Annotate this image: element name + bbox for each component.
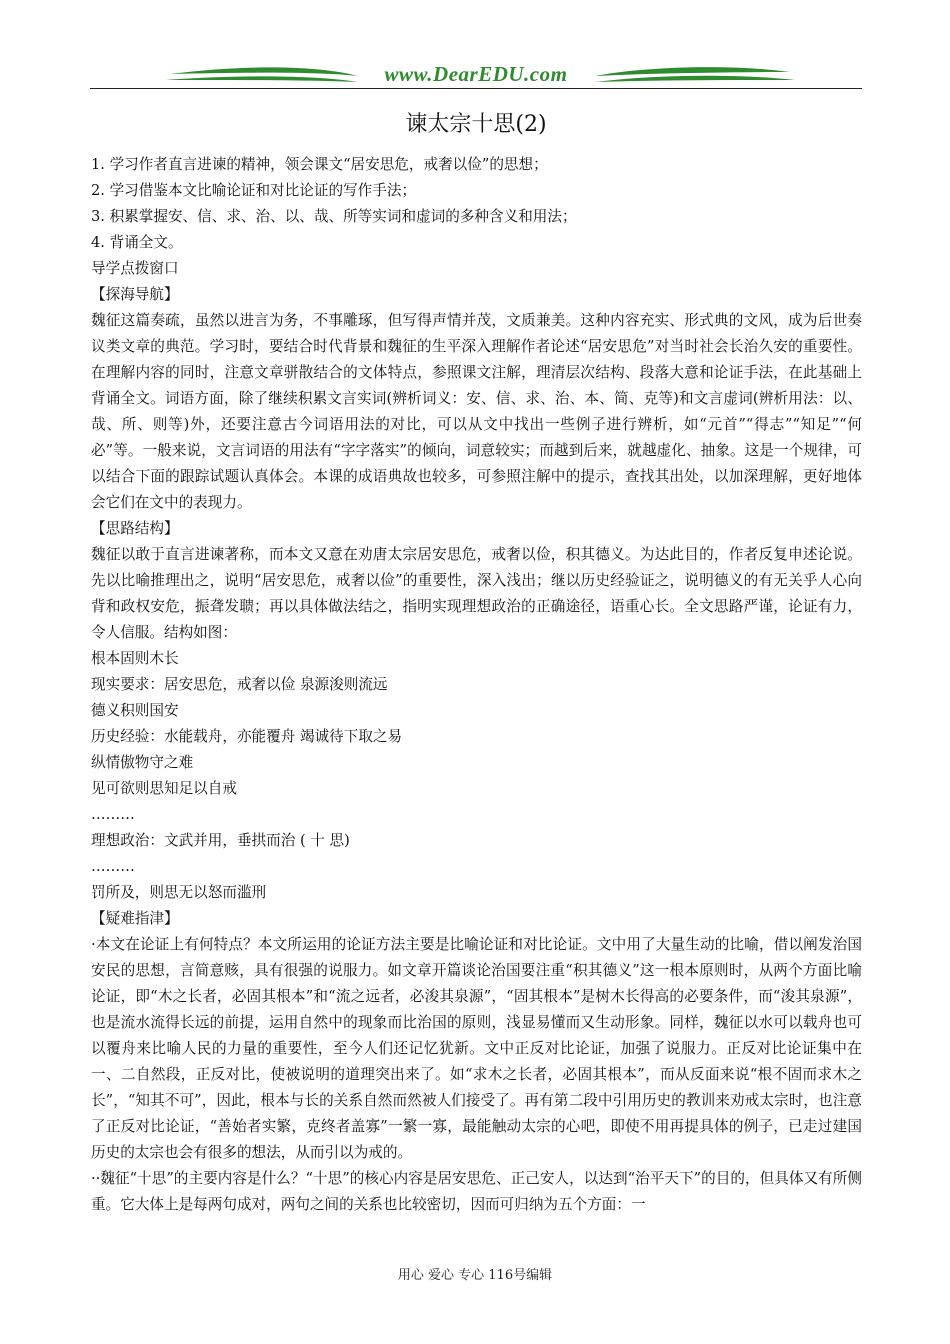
document-title: 谏太宗十思(2) (405, 112, 547, 137)
section-text-yinan-1: ·本文在论证上有何特点？本文所运用的论证方法主要是比喻论证和对比论证。文中用了大量生动的比喻，借以阐发治国安民的思想，言简意赅，具有很强的说服力。如文章开篇谈论治国要注重“积其德义”这一根本原则时，从两个方面比喻论证，即“木之长者，必固其根本”和“流之远者，必浚其泉源”，“固其根本”是树木长得高的必要条件，而“浚其泉源”，也是流水流得长远的前提，运用自然中的现象而比治国的原则，浅显易懂而又生动形象。同样，魏征以水可以载舟也可以覆舟来比喻人民的力量的重要性，至今人们还记忆犹新。文中正反对比论证，加强了说服力。正反对比论证集中在一、二自然段，正反对比，使被说明的道理突出来了。如“求木之长者，必固其根本”，而从反面来说“根不固而求木之长”，“知其不可”，因此，根本与长的关系自然而然被人们接受了。再有第二段中引用历史的教训来劝戒太宗时，也注意了正反对比论证，“善始者实繁，克终者盖寡”一繁一寡，最能触动太宗的心吧，即使不用再提具体的例子，已走过建国历史的太宗也会有很多的想法，从而引以为戒的。 (91, 936, 862, 1161)
section-text-yinan-2: ··魏征“十思”的主要内容是什么？“十思”的核心内容是居安思危、正己安人，以达到“治平天下”的目的，但具体又有所侧重。它大体上是每两句成对，两句之间的关系也比较密切，因而可归纳为五个方面：一 (91, 1170, 862, 1213)
guide-title: 导学点拨窗口 (91, 260, 179, 277)
section-heading-tanhai: 【探海导航】 (91, 286, 179, 303)
objective-item: 4. 背诵全文。 (91, 234, 183, 251)
structure-line: 根本固则木长 (91, 650, 179, 667)
structure-line: 历史经验：水能载舟，亦能覆舟 竭诚待下取之易 (91, 728, 403, 745)
section-heading-yinan: 【疑难指津】 (91, 910, 179, 927)
section-text-silu: 魏征以敢于直言进谏著称，而本文又意在劝唐太宗居安思危，戒奢以俭，积其德义。为达此目的，作者反复申述论说。先以比喻推理出之，说明“居安思危，戒奢以俭”的重要性，深入浅出；继以历史经验证之，说明德义的有无关乎人心向背和政权安危，振聋发聩；再以具体做法结之，指明实现理想政治的正确途径，语重心长。全文思路严谨，论证有力，令人信服。结构如图： (91, 546, 862, 641)
header-rule (90, 88, 862, 89)
section-text-tanhai: 魏征这篇奏疏，虽然以进言为务，不事雕琢，但写得声情并茂，文质兼美。这种内容充实、形式典的文风，成为后世奏议类文章的典范。学习时，要结合时代背景和魏征的生平深入理解作者论述“居安思危”对当时社会长治久安的重要性。在理解内容的同时，注意文章骈散结合的文体特点，参照课文注解，理清层次结构、段落大意和论证手法，在此基础上背诵全文。词语方面，除了继续积累文言实词(辨析词义：安、信、求、治、本、简、克等)和文言虚词(辨析用法：以、哉、所、则等)外，还要注意古今词语用法的对比，可以从文中找出一些例子进行辨析，如“元首”“得志”“知足”“何必”等。一般来说，文言词语的用法有“字字落实”的倾向，词意较实；而越到后来，就越虚化、抽象。这是一个规律，可以结合下面的跟踪试题认真体会。本课的成语典故也较多，可参照注解中的提示，查找其出处，以加深理解，更好地体会它们在文中的表现力。 (91, 312, 862, 511)
objective-item: 2. 学习借鉴本文比喻论证和对比论证的写作手法； (91, 182, 417, 199)
page-footer: 用心 爱心 专心 116号编辑 (397, 1268, 553, 1283)
structure-line: 纵情傲物守之难 (91, 754, 194, 771)
structure-line: 现实要求：居安思危，戒奢以俭 泉源浚则流远 (91, 676, 388, 693)
objective-item: 1. 学习作者直言进谏的精神，领会课文“居安思危，戒奢以俭”的思想； (91, 156, 548, 173)
objective-item: 3. 积累掌握安、信、求、治、以、哉、所等实词和虚词的多种含义和用法； (91, 208, 577, 225)
structure-line: 理想政治：文武并用，垂拱而治 ( 十 思) (91, 832, 350, 849)
section-heading-silu: 【思路结构】 (91, 520, 179, 537)
structure-line: 见可欲则思知足以自戒 (91, 780, 237, 797)
structure-line: ……… (91, 806, 135, 823)
structure-line: 罚所及，则思无以怒而滥刑 (91, 884, 267, 901)
structure-line: ……… (91, 858, 135, 875)
structure-line: 德义积则国安 (91, 702, 179, 719)
site-header (90, 58, 862, 92)
document-body (91, 152, 862, 1218)
site-url-logo: www.DearEDU.com (384, 62, 568, 86)
